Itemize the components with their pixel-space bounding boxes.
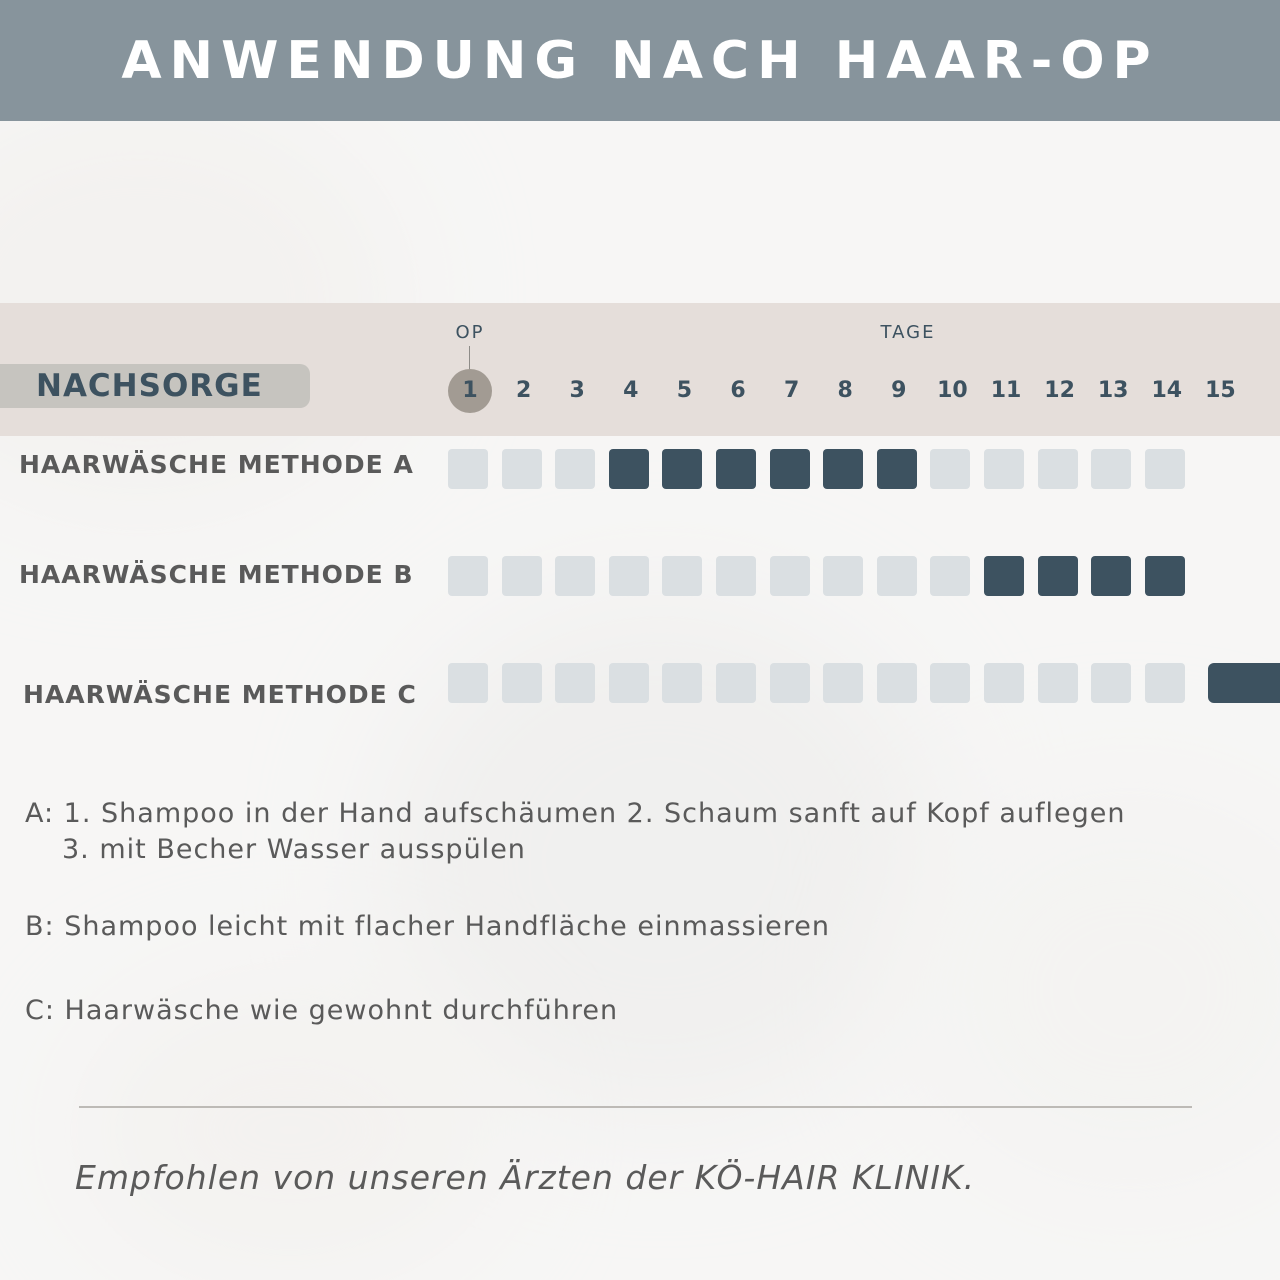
day-number: 7	[783, 378, 800, 403]
day-number: 9	[891, 378, 907, 403]
note-a-continued: 3. mit Becher Wasser ausspülen	[62, 834, 526, 865]
schedule-cell	[877, 449, 917, 489]
schedule-cell	[609, 663, 649, 703]
schedule-cell	[1145, 663, 1185, 703]
schedule-cell	[716, 556, 756, 596]
schedule-cell	[823, 663, 863, 703]
schedule-cell	[930, 556, 970, 596]
note-a: A: 1. Shampoo in der Hand aufschäumen 2. Schaum sanft auf Kopf auflegen	[25, 798, 1126, 829]
day-number: 6	[730, 378, 746, 403]
schedule-cell	[877, 556, 917, 596]
schedule-cell	[555, 556, 595, 596]
schedule-cell	[555, 449, 595, 489]
schedule-cell	[716, 663, 756, 703]
page-title: ANWENDUNG NACH HAAR-OP	[121, 30, 1159, 91]
schedule-cell	[984, 556, 1024, 596]
schedule-cell	[1208, 663, 1280, 703]
schedule-cell	[984, 449, 1024, 489]
day-number: 15	[1205, 378, 1236, 403]
op-label: OP	[455, 322, 485, 343]
day-number: 4	[623, 378, 639, 403]
schedule-cell	[770, 449, 810, 489]
schedule-cell	[930, 449, 970, 489]
day-number: 3	[569, 378, 585, 403]
schedule-cell	[1091, 449, 1131, 489]
schedule-cell	[716, 449, 756, 489]
schedule-cell	[770, 556, 810, 596]
schedule-cell	[502, 449, 542, 489]
schedule-cell	[448, 449, 488, 489]
day-number: 1	[462, 378, 478, 403]
section-label: NACHSORGE	[36, 368, 263, 404]
schedule-cell	[984, 663, 1024, 703]
schedule-cell	[662, 449, 702, 489]
note-c: C: Haarwäsche wie gewohnt durchführen	[25, 995, 619, 1026]
day-number: 14	[1151, 378, 1183, 403]
day-number: 10	[937, 378, 968, 403]
schedule-cell	[1038, 663, 1078, 703]
schedule-cell	[502, 556, 542, 596]
schedule-cell	[1145, 556, 1185, 596]
schedule-cell	[555, 663, 595, 703]
schedule-cell	[448, 663, 488, 703]
schedule-cell	[662, 556, 702, 596]
schedule-cell	[448, 556, 488, 596]
schedule-cell	[1038, 556, 1078, 596]
schedule-cell	[930, 663, 970, 703]
schedule-cell	[1091, 663, 1131, 703]
schedule-cell	[502, 663, 542, 703]
schedule-cell	[823, 449, 863, 489]
day-number: 2	[515, 378, 532, 403]
op-marker-line	[469, 346, 470, 370]
schedule-cell	[823, 556, 863, 596]
method-b-label: HAARWÄSCHE METHODE B	[19, 560, 414, 589]
method-a-label: HAARWÄSCHE METHODE A	[19, 450, 414, 479]
days-label: TAGE	[880, 322, 936, 343]
schedule-cell	[662, 663, 702, 703]
schedule-cell	[1038, 449, 1078, 489]
title-banner	[0, 0, 1280, 121]
method-c-label: HAARWÄSCHE METHODE C	[23, 680, 417, 709]
day-number: 13	[1097, 378, 1129, 403]
day-number: 11	[990, 378, 1022, 403]
schedule-cell	[1091, 556, 1131, 596]
footer-recommendation: Empfohlen von unseren Ärzten der KÖ-HAIR KLINIK.	[75, 1158, 976, 1197]
schedule-cell	[877, 663, 917, 703]
schedule-cell	[609, 449, 649, 489]
day-number: 8	[837, 378, 853, 403]
schedule-cell	[1145, 449, 1185, 489]
schedule-cell	[609, 556, 649, 596]
day-number: 5	[676, 378, 693, 403]
schedule-cell	[770, 663, 810, 703]
divider	[79, 1106, 1192, 1108]
note-b: B: Shampoo leicht mit flacher Handfläche einmassieren	[25, 911, 830, 942]
day-number: 12	[1044, 378, 1075, 403]
